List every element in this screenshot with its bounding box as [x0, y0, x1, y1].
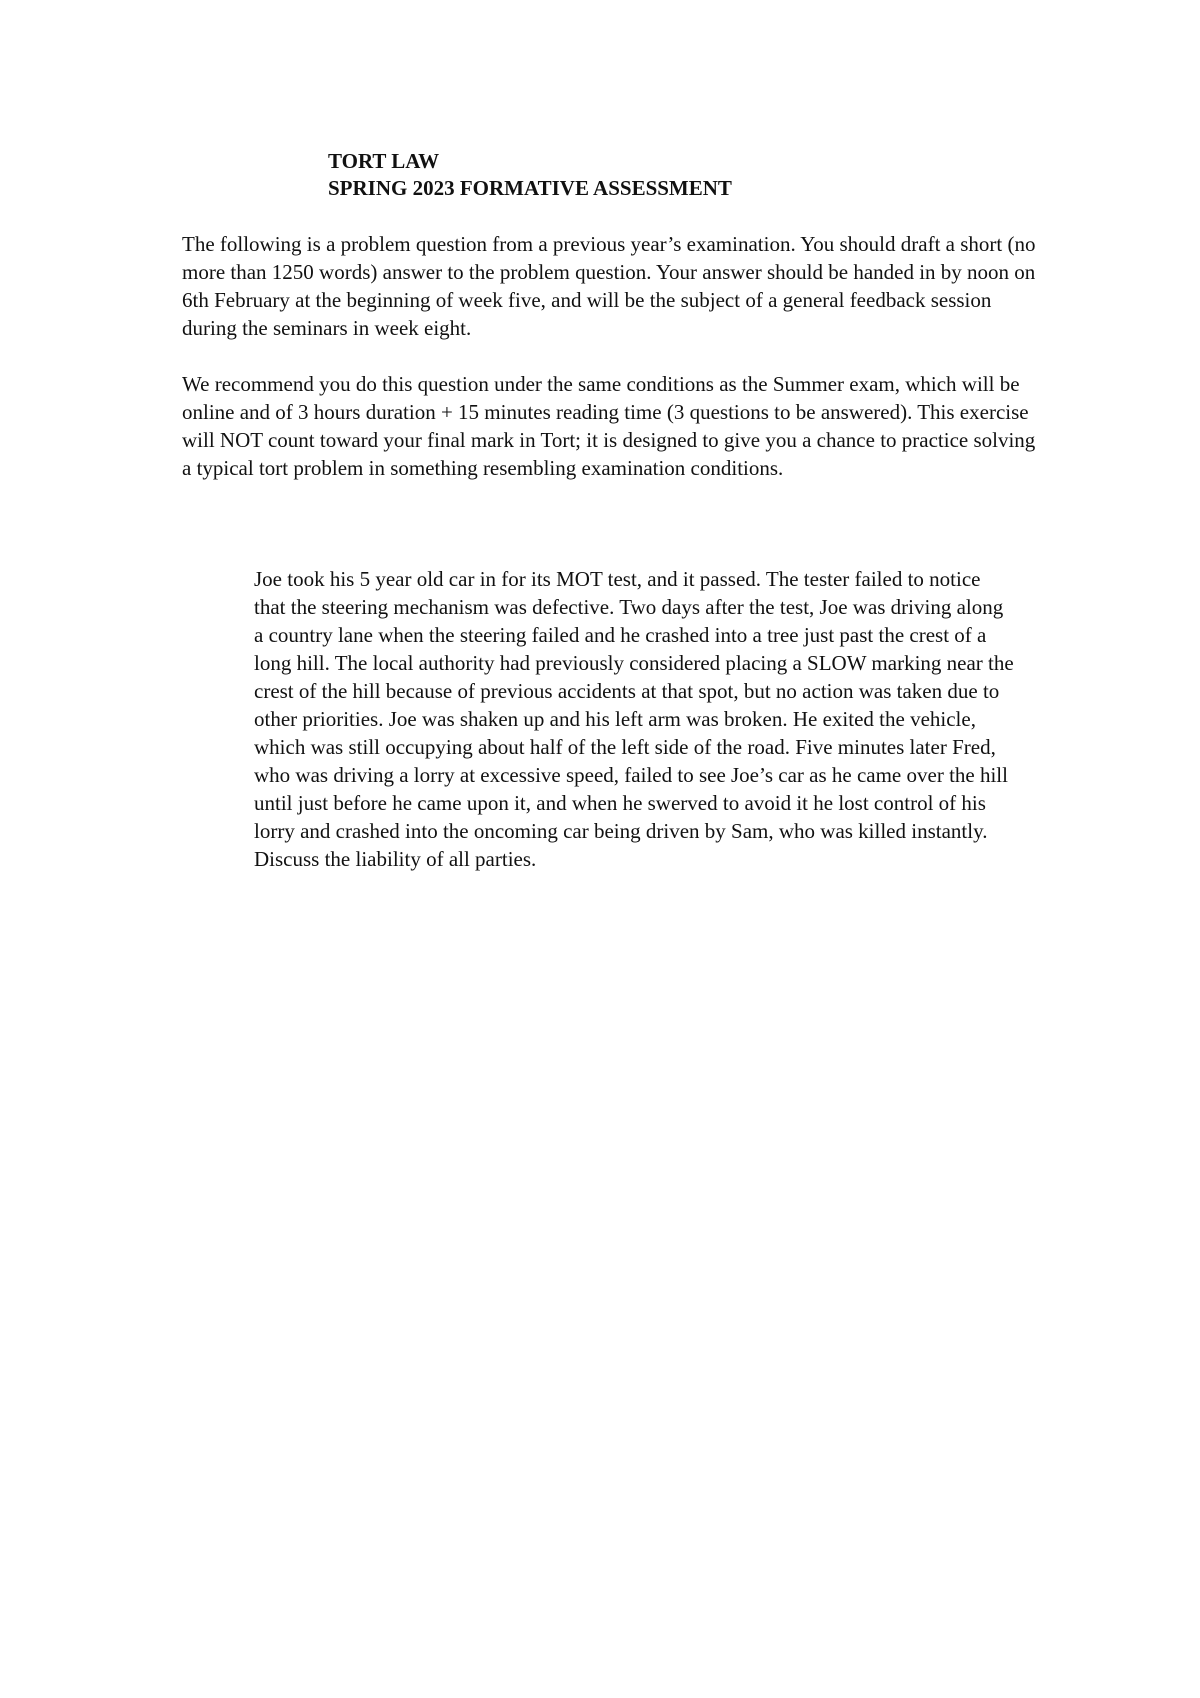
assessment-title: SPRING 2023 FORMATIVE ASSESSMENT	[328, 176, 732, 200]
instructions-paragraph-1: The following is a problem question from a previous year’s examination. You should draft a short (no more than 1250 words) answer to the problem question. Your answer should be handed in by noon on 6th February at the beginning of week five, and will be the subject of a general feedback session during the seminars in week eight.	[182, 232, 1036, 340]
course-title: TORT LAW	[328, 149, 440, 173]
instructions	[182, 230, 1042, 510]
instructions-paragraph-2: We recommend you do this question under the same conditions as the Summer exam, which will be online and of 3 hours duration + 15 minutes reading time (3 questions to be answered). This exercise will NOT count toward your final mark in Tort; it is designed to give you a chance to practice solving a typical tort problem in something resembling examination conditions.	[182, 372, 1036, 480]
document-heading	[328, 148, 732, 202]
problem-question: Joe took his 5 year old car in for its MOT test, and it passed. The tester failed to notice that the steering mechanism was defective. Two days after the test, Joe was driving along a country lane when the steering failed and he crashed into a tree just past the crest of a long hill. The local authority had previously considered placing a SLOW marking near the crest of the hill because of previous accidents at that spot, but no action was taken due to other priorities. Joe was shaken up and his left arm was broken. He exited the vehicle, which was still occupying about half of the left side of the road. Five minutes later Fred, who was driving a lorry at excessive speed, failed to see Joe’s car as he came over the hill until just before he came upon it, and when he swerved to avoid it he lost control of his lorry and crashed into the oncoming car being driven by Sam, who was killed instantly. Discuss the liability of all parties.	[254, 567, 1014, 871]
